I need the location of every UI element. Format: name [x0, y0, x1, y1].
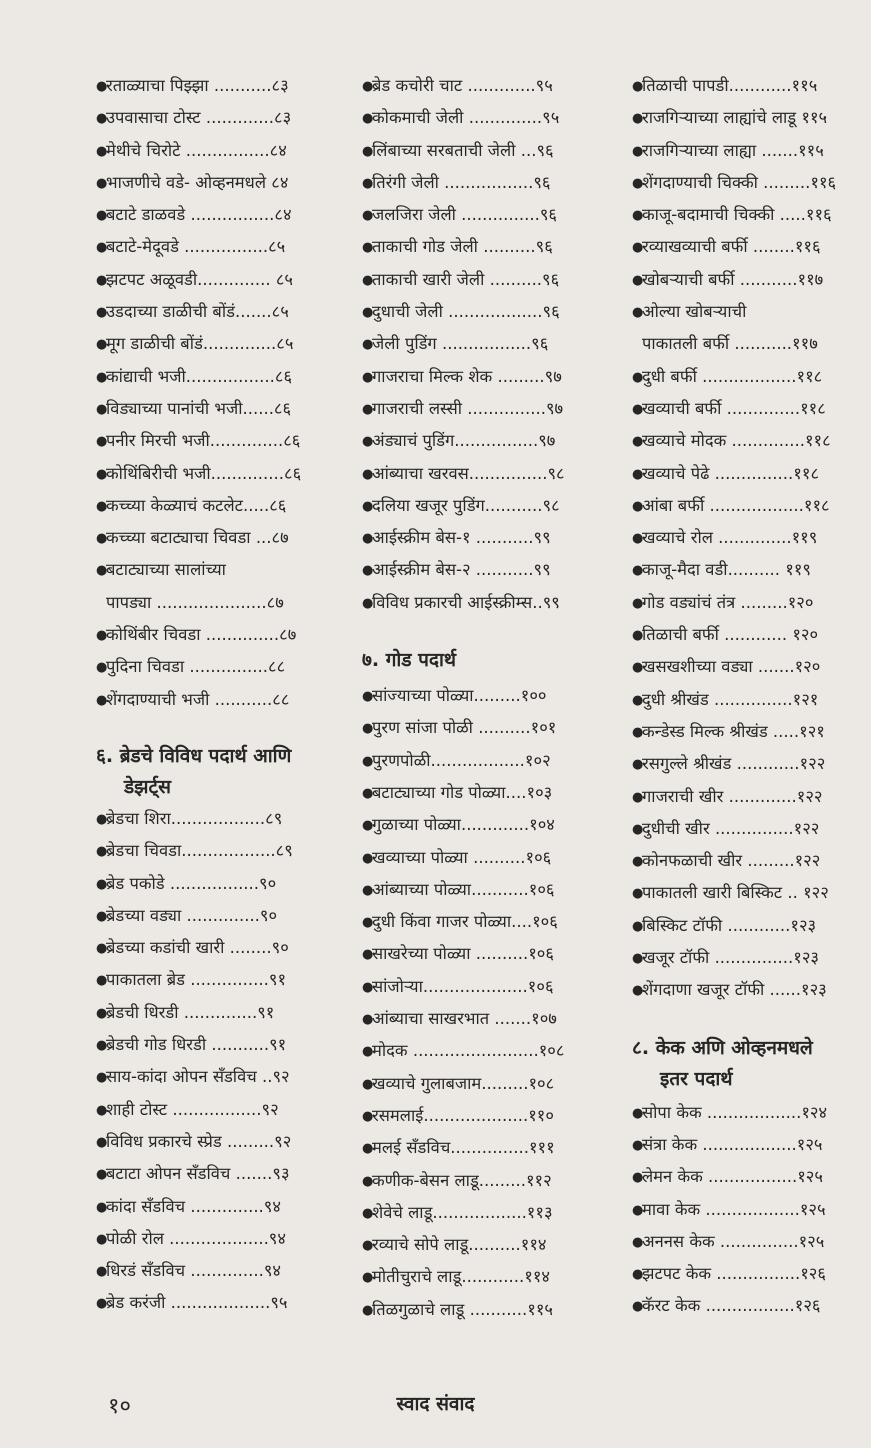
toc-item: ●ब्रेड कचोरी चाट .............९५	[362, 70, 594, 102]
bullet-icon: ●	[96, 941, 108, 957]
bullet-icon: ●	[632, 1299, 644, 1315]
bullet-icon: ●	[362, 143, 374, 159]
bullet-icon: ●	[96, 876, 108, 892]
bullet-icon: ●	[632, 757, 644, 773]
bullet-icon: ●	[632, 305, 644, 321]
bullet-icon: ●	[362, 531, 374, 547]
toc-list	[362, 680, 594, 1326]
bullet-icon: ●	[362, 563, 374, 579]
toc-item: ●खव्याचे पेढे ...............११८	[632, 458, 862, 490]
section-heading-8: ८. केक अणि ओव्हनमधले इतर पदार्थ	[632, 1036, 813, 1090]
toc-item: ●बटाट्याच्या गोड पोळ्या....१०३	[362, 777, 594, 809]
bullet-icon: ●	[96, 1231, 108, 1247]
bullet-icon: ●	[632, 1137, 644, 1153]
toc-item: ●काजू-बदामाची चिक्की .....११६	[632, 199, 862, 231]
toc-item: ●साखरेच्या पोळ्या ..........१०६	[362, 938, 594, 970]
toc-item: ●झटपट अळूवडी.............. ८५	[96, 264, 324, 296]
toc-item: ●आंबा बर्फी ..................११८	[632, 490, 862, 522]
bullet-icon: ●	[96, 498, 108, 514]
toc-item: ●कॅरट केक .................१२६	[632, 1290, 862, 1322]
bullet-icon: ●	[632, 79, 644, 94]
bullet-icon: ●	[96, 1167, 108, 1183]
toc-item: ●रताळ्याचा पिझ्झा ...........८३	[96, 70, 324, 102]
toc-item: ●तिळाची पापडी............११५	[632, 70, 862, 102]
bullet-icon: ●	[362, 369, 374, 385]
toc-item: ●ओल्या खोबऱ्याची	[632, 296, 862, 328]
section-heading-6: ६. ब्रेडचे विविध पदार्थ आणि डेझर्ट्स	[96, 744, 292, 798]
toc-item: ●जेली पुडिंग .................९६	[362, 328, 594, 360]
toc-column-3	[632, 70, 862, 1323]
toc-item: ●विविध प्रकारचे स्प्रेड .........९२	[96, 1126, 324, 1158]
toc-item: ●दुधी श्रीखंड ...............१२१	[632, 684, 862, 716]
bullet-icon: ●	[362, 850, 374, 866]
bullet-icon: ●	[632, 692, 644, 708]
bullet-icon: ●	[96, 1038, 108, 1054]
toc-item: ●मोदक ........................१०८	[362, 1035, 594, 1067]
bullet-icon: ●	[362, 979, 374, 995]
toc-item: ●पुरणपोळी..................१०२	[362, 745, 594, 777]
bullet-icon: ●	[96, 1264, 108, 1280]
toc-item: ●संत्रा केक ..................१२५	[632, 1129, 862, 1161]
bullet-icon: ●	[96, 1070, 108, 1086]
toc-item: ●खव्याचे रोल ..............११९	[632, 522, 862, 554]
toc-item: ●तिरंगी जेली .................९६	[362, 167, 594, 199]
bullet-icon: ●	[632, 272, 644, 288]
bullet-icon: ●	[632, 951, 644, 967]
bullet-icon: ●	[362, 1173, 374, 1189]
toc-item: ●विविध प्रकारची आईस्क्रीम्स..९९	[362, 587, 594, 619]
bullet-icon: ●	[362, 401, 374, 417]
toc-item: ●पाकातला ब्रेड ...............९१	[96, 964, 324, 996]
toc-item: ●ब्रेड पकोडे .................९०	[96, 868, 324, 900]
bullet-icon: ●	[632, 531, 644, 547]
bullet-icon: ●	[96, 628, 108, 644]
toc-item: ●पुरण सांजा पोळी ..........१०१	[362, 712, 594, 744]
toc-item: ●रसगुल्ले श्रीखंड ............१२२	[632, 748, 862, 780]
bullet-icon: ●	[632, 918, 644, 934]
bullet-icon: ●	[96, 973, 108, 989]
bullet-icon: ●	[632, 821, 644, 837]
toc-list	[362, 70, 594, 619]
bullet-icon: ●	[362, 1012, 374, 1028]
bullet-icon: ●	[96, 434, 108, 450]
bullet-icon: ●	[632, 1234, 644, 1250]
toc-item: ●रव्याखव्याची बर्फी ........११६	[632, 231, 862, 263]
bullet-icon: ●	[632, 789, 644, 805]
toc-item: ●मलई सँडविच...............१११	[362, 1132, 594, 1164]
toc-item: ●बटाटे डाळवडे ................८४	[96, 199, 324, 231]
toc-item: ●ब्रेडचा चिवडा..................८९	[96, 835, 324, 867]
toc-item: ●शेंगदाण्याची भजी ...........८८	[96, 684, 324, 716]
toc-item: ●खव्याच्या पोळ्या ..........१०६	[362, 842, 594, 874]
toc-item: ●बटाटे-मेदूवडे ................८५	[96, 231, 324, 263]
bullet-icon: ●	[632, 434, 644, 450]
bullet-icon: ●	[632, 240, 644, 256]
bullet-icon: ●	[96, 466, 108, 482]
toc-item: ●उपवासाचा टोस्ट .............८३	[96, 102, 324, 134]
bullet-icon: ●	[632, 660, 644, 676]
bullet-icon: ●	[96, 531, 108, 547]
toc-item: ●काजू-मैदा वडी.......... ११९	[632, 554, 862, 586]
toc-item: ●कोथिंबीर चिवडा ..............८७	[96, 619, 324, 651]
bullet-icon: ●	[632, 208, 644, 224]
bullet-icon: ●	[632, 466, 644, 482]
toc-item: ●शेंगदाणा खजूर टॉफी ......१२३	[632, 974, 862, 1006]
bullet-icon: ●	[362, 498, 374, 514]
toc-item: ●दुधाची जेली ..................९६	[362, 296, 594, 328]
bullet-icon: ●	[632, 1170, 644, 1186]
bullet-icon: ●	[632, 563, 644, 579]
toc-item: ●सांजोऱ्या....................१०६	[362, 971, 594, 1003]
bullet-icon: ●	[96, 1102, 108, 1118]
toc-item: ●रसमलाई....................११०	[362, 1100, 594, 1132]
bullet-icon: ●	[96, 143, 108, 159]
bullet-icon: ●	[96, 305, 108, 321]
bullet-icon: ●	[632, 628, 644, 644]
toc-item: ●ब्रेडची धिरडी ..............९१	[96, 997, 324, 1029]
bullet-icon: ●	[362, 721, 374, 737]
bullet-icon: ●	[362, 947, 374, 963]
toc-item: ●आईस्क्रीम बेस-१ ...........९९	[362, 522, 594, 554]
bullet-icon: ●	[362, 272, 374, 288]
bullet-icon: ●	[632, 1105, 644, 1121]
toc-item: ●कोकमाची जेली ..............९५	[362, 102, 594, 134]
toc-item: ●पनीर मिरची भजी..............८६	[96, 425, 324, 457]
bullet-icon: ●	[632, 498, 644, 514]
toc-item: ●खव्याचे मोदक ..............११८	[632, 425, 862, 457]
toc-item: ●गुळाच्या पोळ्या.............१०४	[362, 809, 594, 841]
bullet-icon: ●	[632, 595, 644, 611]
bullet-icon: ●	[362, 753, 374, 769]
toc-item: ●कन्डेस्ड मिल्क श्रीखंड .....१२१	[632, 716, 862, 748]
toc-item-continuation: पापड्या .....................८७	[106, 592, 284, 612]
toc-item: ●पाकातली खारी बिस्किट .. १२२	[632, 877, 862, 909]
toc-item: ●बटाटा ओपन सँडविच .......९३	[96, 1158, 324, 1190]
toc-list	[632, 70, 862, 1007]
toc-item: ●जलजिरा जेली ...............९६	[362, 199, 594, 231]
toc-item: ●विड्याच्या पानांची भजी......८६	[96, 393, 324, 425]
toc-item: ●ब्रेडच्या कडांची खारी ........९०	[96, 932, 324, 964]
toc-item: ●रव्याचे सोपे लाडू..........११४	[362, 1229, 594, 1261]
toc-item: ●सांज्याच्या पोळ्या.........१००	[362, 680, 594, 712]
toc-item: ●अंड्याचं पुडिंग................९७	[362, 425, 594, 457]
bullet-icon: ●	[96, 208, 108, 224]
toc-item: ●दुधीची खीर ...............१२२	[632, 813, 862, 845]
toc-item: ●दलिया खजूर पुडिंग...........९८	[362, 490, 594, 522]
toc-item: ●गाजराची लस्सी ...............९७	[362, 393, 594, 425]
toc-item: ●शेवेचे लाडू..................११३	[362, 1197, 594, 1229]
bullet-icon: ●	[362, 1238, 374, 1254]
bullet-icon: ●	[96, 337, 108, 353]
toc-item: ●सोपा केक ..................१२४	[632, 1097, 862, 1129]
bullet-icon: ●	[632, 724, 644, 740]
toc-item: ●शेंगदाण्याची चिक्की .........११६	[632, 167, 862, 199]
bullet-icon: ●	[362, 1044, 374, 1060]
toc-item: ●ब्रेडचा शिरा..................८९	[96, 803, 324, 835]
bullet-icon: ●	[96, 369, 108, 385]
toc-item: ●बटाट्याच्या सालांच्या	[96, 554, 324, 586]
toc-item: ●ब्रेडची गोड धिरडी ...........९१	[96, 1029, 324, 1061]
toc-item: ●ब्रेडच्या वड्या ..............९०	[96, 900, 324, 932]
toc-item: ●ब्रेड करंजी ...................९५	[96, 1287, 324, 1319]
toc-item: ●आंब्याच्या पोळ्या...........१०६	[362, 874, 594, 906]
bullet-icon: ●	[632, 854, 644, 870]
bullet-icon: ●	[632, 401, 644, 417]
toc-column-2	[362, 70, 594, 1326]
book-title: स्वाद संवाद	[396, 1393, 475, 1415]
toc-item: ●शाही टोस्ट .................९२	[96, 1094, 324, 1126]
toc-item: ●झटपट केक ................१२६	[632, 1258, 862, 1290]
toc-item: ●तिळगुळाचे लाडू ...........११५	[362, 1294, 594, 1326]
toc-item: ●राजगिऱ्याच्या लाह्या .......११५	[632, 135, 862, 167]
bullet-icon: ●	[96, 79, 108, 94]
bullet-icon: ●	[96, 111, 108, 127]
bullet-icon: ●	[362, 79, 374, 94]
bullet-icon: ●	[96, 692, 108, 708]
toc-item: ●आंब्याचा खरवस...............९८	[362, 458, 594, 490]
toc-list	[96, 70, 324, 716]
bullet-icon: ●	[362, 1141, 374, 1157]
toc-item: ●पोळी रोल ...................९४	[96, 1223, 324, 1255]
bullet-icon: ●	[632, 1202, 644, 1218]
toc-item: ●कच्च्या बटाट्याचा चिवडा ...८७	[96, 522, 324, 554]
toc-item: ●दुधी किंवा गाजर पोळ्या....१०६	[362, 906, 594, 938]
toc-item: ●खसखशीच्या वड्या .......१२०	[632, 651, 862, 683]
toc-item: ●मोतीचुराचे लाडू............११४	[362, 1261, 594, 1293]
bullet-icon: ●	[362, 1205, 374, 1221]
bullet-icon: ●	[362, 1076, 374, 1092]
toc-item: ●मेथीचे चिरोटे ................८४	[96, 135, 324, 167]
bullet-icon: ●	[96, 1296, 108, 1312]
toc-item: ●गोड वड्यांचं तंत्र .........१२०	[632, 587, 862, 619]
bullet-icon: ●	[362, 915, 374, 931]
bullet-icon: ●	[632, 369, 644, 385]
toc-item: ●ताकाची गोड जेली ..........९६	[362, 231, 594, 263]
toc-item: ●राजगिऱ्याच्या लाह्यांचे लाडू ११५	[632, 102, 862, 134]
bullet-icon: ●	[362, 337, 374, 353]
toc-item: ●गाजराची खीर .............१२२	[632, 781, 862, 813]
toc-item: ●ताकाची खारी जेली ..........९६	[362, 264, 594, 296]
toc-item: ●कच्च्या केळ्याचं कटलेट.....८६	[96, 490, 324, 522]
bullet-icon: ●	[362, 208, 374, 224]
toc-item: ●गाजराचा मिल्क शेक .........९७	[362, 361, 594, 393]
toc-item: ●लेमन केक .................१२५	[632, 1161, 862, 1193]
bullet-icon: ●	[96, 660, 108, 676]
toc-item: ●साय-कांदा ओपन सँडविच ..९२	[96, 1061, 324, 1093]
toc-item: ●लिंबाच्या सरबताची जेली ...९६	[362, 135, 594, 167]
section-heading-7: ७. गोड पदार्थ	[362, 649, 457, 672]
toc-item: ●पुदिना चिवडा ...............८८	[96, 651, 324, 683]
bullet-icon: ●	[632, 1267, 644, 1283]
bullet-icon: ●	[96, 844, 108, 860]
bullet-icon: ●	[362, 595, 374, 611]
toc-item: ●कोनफळाची खीर .........१२२	[632, 845, 862, 877]
bullet-icon: ●	[362, 111, 374, 127]
bullet-icon: ●	[96, 401, 108, 417]
bullet-icon: ●	[362, 466, 374, 482]
bullet-icon: ●	[96, 563, 108, 579]
bullet-icon: ●	[96, 811, 108, 827]
toc-item: ●दुधी बर्फी ..................११८	[632, 361, 862, 393]
toc-item: ●मूग डाळीची बोंडं..............८५	[96, 328, 324, 360]
toc-list	[632, 1097, 862, 1323]
toc-item: ●खव्याची बर्फी ..............११८	[632, 393, 862, 425]
toc-item: ●कोथिंबिरीची भजी..............८६	[96, 458, 324, 490]
bullet-icon: ●	[362, 1270, 374, 1286]
toc-list	[96, 803, 324, 1320]
bullet-icon: ●	[632, 983, 644, 999]
bullet-icon: ●	[362, 240, 374, 256]
bullet-icon: ●	[96, 240, 108, 256]
bullet-icon: ●	[362, 1302, 374, 1318]
bullet-icon: ●	[362, 1108, 374, 1124]
toc-item: ●खोबऱ्याची बर्फी ...........११७	[632, 264, 862, 296]
toc-item: ●मावा केक ..................१२५	[632, 1194, 862, 1226]
toc-item: ●आईस्क्रीम बेस-२ ...........९९	[362, 554, 594, 586]
toc-item: ●कणीक-बेसन लाडू.........११२	[362, 1165, 594, 1197]
bullet-icon: ●	[362, 434, 374, 450]
toc-item: ●खजूर टॉफी ...............१२३	[632, 942, 862, 974]
toc-item: ●बिस्किट टॉफी ............१२३	[632, 910, 862, 942]
bullet-icon: ●	[362, 882, 374, 898]
toc-item: ●खव्याचे गुलाबजाम.........१०८	[362, 1068, 594, 1100]
page-number: १०	[108, 1394, 131, 1419]
bullet-icon: ●	[362, 175, 374, 191]
bullet-icon: ●	[632, 886, 644, 902]
bullet-icon: ●	[632, 175, 644, 191]
bullet-icon: ●	[96, 175, 108, 191]
toc-item: ●अननस केक ...............१२५	[632, 1226, 862, 1258]
toc-item: ●उडदाच्या डाळीची बोंडं.......८५	[96, 296, 324, 328]
toc-item: ●कांदा सँडविच ..............९४	[96, 1191, 324, 1223]
bullet-icon: ●	[362, 785, 374, 801]
bullet-icon: ●	[632, 111, 644, 127]
bullet-icon: ●	[632, 143, 644, 159]
toc-item: ●तिळाची बर्फी ............ १२०	[632, 619, 862, 651]
toc-item: ●आंब्याचा साखरभात .......१०७	[362, 1003, 594, 1035]
bullet-icon: ●	[96, 272, 108, 288]
bullet-icon: ●	[362, 305, 374, 321]
bullet-icon: ●	[96, 1005, 108, 1021]
toc-item: ●भाजणीचे वडे- ओव्हनमधले ८४	[96, 167, 324, 199]
toc-item: ●कांद्याची भजी.................८६	[96, 361, 324, 393]
bullet-icon: ●	[362, 689, 374, 705]
toc-item-continuation: पाकातली बर्फी ...........११७	[642, 334, 818, 354]
toc-item: ●धिरडं सँडविच ..............९४	[96, 1255, 324, 1287]
bullet-icon: ●	[96, 1199, 108, 1215]
bullet-icon: ●	[96, 1134, 108, 1150]
toc-column-1	[96, 70, 324, 1320]
bullet-icon: ●	[362, 818, 374, 834]
bullet-icon: ●	[96, 908, 108, 924]
